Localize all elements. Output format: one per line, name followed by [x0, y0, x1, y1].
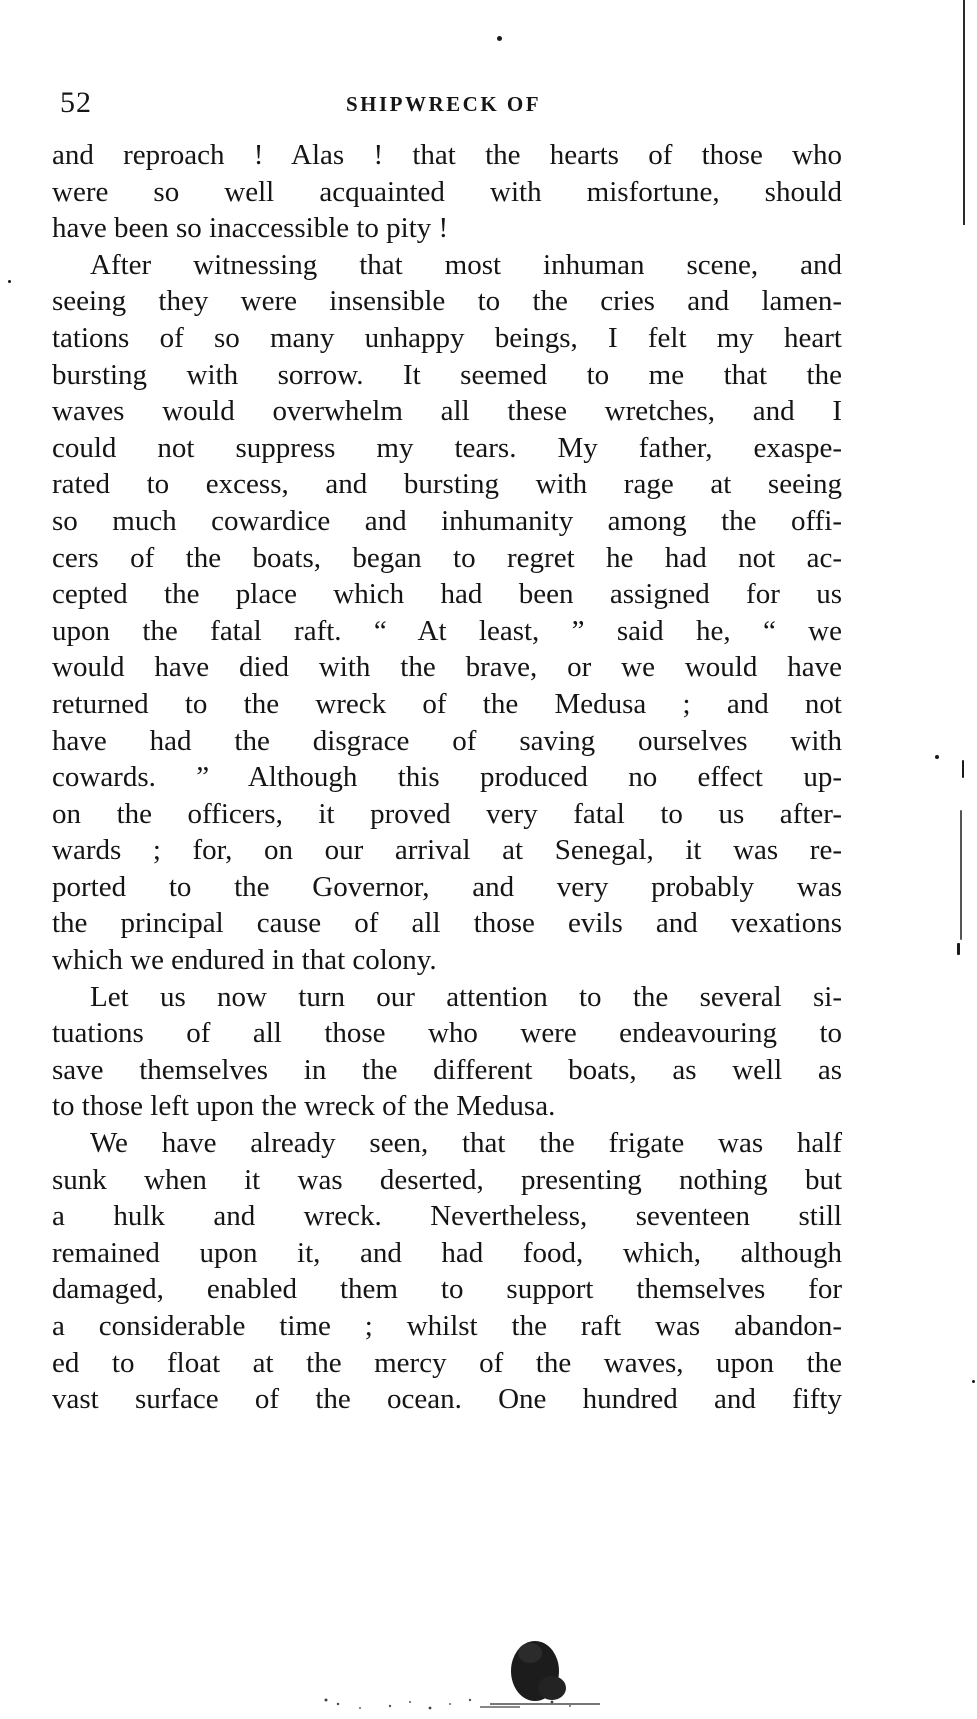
text-line: on the officers, it proved very fatal to us after-: [52, 797, 842, 830]
text-line: tuations of all those who were endeavouring to: [52, 1017, 842, 1050]
text-line: waves would overwhelm all these wretches, and I: [52, 395, 842, 428]
text-line: a hulk and wreck. Nevertheless, seventeen still: [52, 1200, 842, 1233]
text-line: save themselves in the different boats, as well as: [52, 1053, 842, 1086]
text-line: Let us now turn our attention to the several si-: [90, 980, 842, 1013]
text-line: have been so inaccessible to pity !: [52, 212, 449, 245]
page-number: 52: [60, 86, 92, 119]
text-line: so much cowardice and inhumanity among the offi-: [52, 504, 842, 537]
binding-edge-line: [963, 0, 965, 225]
text-line: We have already seen, that the frigate was half: [90, 1127, 842, 1160]
text-line: upon the fatal raft. “ At least, ” said he, “ we: [52, 614, 842, 647]
scan-speck: [8, 280, 11, 283]
text-line: and reproach ! Alas ! that the hearts of those who: [52, 139, 842, 171]
scan-speck: [972, 1380, 975, 1383]
text-line: ported to the Governor, and very probably was: [52, 870, 842, 903]
text-line: to those left upon the wreck of the Medusa.: [52, 1090, 556, 1123]
text-line: bursting with sorrow. It seemed to me that the: [52, 358, 842, 391]
text-line: cers of the boats, began to regret he had not ac-: [52, 541, 842, 574]
bottom-scan-noise: [320, 1690, 600, 1714]
text-line: rated to excess, and bursting with rage at seeing: [52, 468, 842, 501]
text-line: wards ; for, on our arrival at Senegal, it was re-: [52, 834, 842, 867]
text-line: could not suppress my tears. My father, exaspe-: [52, 431, 842, 464]
text-line: After witnessing that most inhuman scene, and: [90, 248, 842, 281]
text-line: returned to the wreck of the Medusa ; and not: [52, 687, 842, 720]
body-text: [52, 137, 842, 1418]
text-line: were so well acquainted with misfortune, should: [52, 175, 842, 208]
text-line: a considerable time ; whilst the raft was abandon-: [52, 1310, 842, 1342]
scan-speck: [962, 760, 964, 778]
scan-speck: [960, 810, 962, 940]
scan-speck: [957, 943, 960, 955]
text-line: would have died with the brave, or we would have: [52, 651, 842, 684]
text-line: ed to float at the mercy of the waves, upon the: [52, 1346, 842, 1379]
page-header: [60, 86, 840, 126]
text-line: vast surface of the ocean. One hundred and fifty: [52, 1383, 842, 1416]
text-line: damaged, enabled them to support themselves for: [52, 1273, 842, 1306]
running-head: SHIPWRECK OF: [346, 92, 542, 116]
scan-speck: [497, 36, 502, 41]
scan-speck: [935, 755, 939, 759]
text-line: which we endured in that colony.: [52, 944, 437, 977]
text-line: remained upon it, and had food, which, although: [52, 1236, 842, 1269]
text-line: have had the disgrace of saving ourselves with: [52, 724, 842, 757]
text-line: sunk when it was deserted, presenting nothing but: [52, 1163, 842, 1196]
text-line: tations of so many unhappy beings, I felt my heart: [52, 321, 842, 354]
text-line: cepted the place which had been assigned for us: [52, 578, 842, 611]
text-line: the principal cause of all those evils and vexations: [52, 907, 842, 940]
text-line: seeing they were insensible to the cries and lamen-: [52, 285, 842, 318]
text-line: cowards. ” Although this produced no effect up-: [52, 761, 842, 794]
